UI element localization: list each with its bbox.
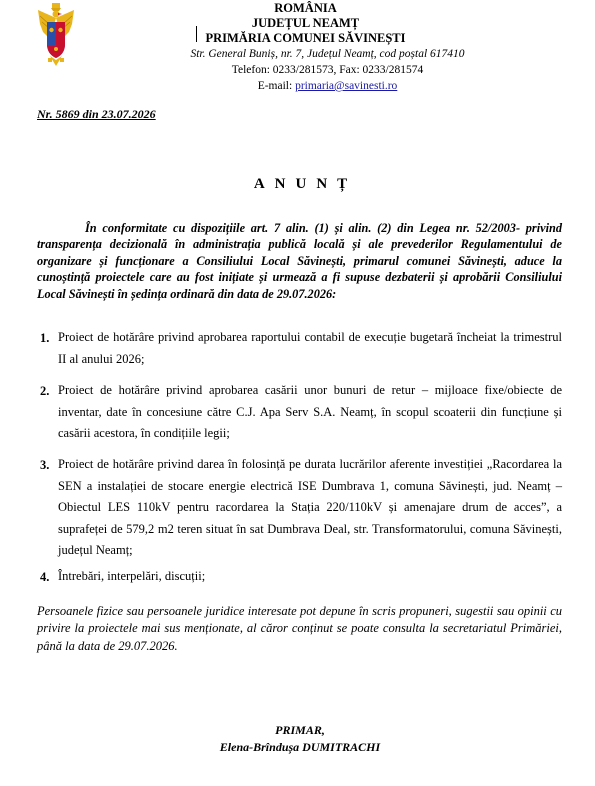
signature-title: PRIMAR, (275, 723, 325, 737)
intro-paragraph: În conformitate cu dispozițiile art. 7 alin. (1) și alin. (2) din Legea nr. 52/2003- privind transparența decizională în administrația publică locală și ale prevederilor Regulamentului de organizare și funcționare a Consiliului Local Săvinești, primarul comunei Săvinești, aduce la cunoștință proiectele care au fost inițiate și urmează a fi supuse dezbaterii și aprobării Consiliului Local Săvinești în ședința ordinară din data de 29.07.2026: (37, 221, 562, 301)
header-email-line (30, 80, 595, 92)
closing-paragraph: Persoanele fizice sau persoanele juridice interesate pot depune în scris propuneri, sugestii sau opinii cu privire la proiectele mai sus menționate, al căror conținut se poate consulta la secretariatul Primăriei, până la data de 29.07.2026. (37, 604, 562, 653)
header-institution: PRIMĂRIA COMUNEI SĂVINEȘTI (205, 31, 406, 45)
agenda-item-text: Proiect de hotărâre privind aprobarea raportului contabil de execuție bugetară încheiat la trimestrul II al anului 2026; (58, 330, 562, 366)
header-country: ROMÂNIA (274, 1, 337, 15)
agenda-item-text: Întrebări, interpelări, discuții; (58, 569, 206, 583)
signature-name: Elena-Brîndușa DUMITRACHI (219, 740, 381, 754)
text-cursor (196, 26, 197, 42)
header-county: JUDEȚUL NEAMȚ (251, 16, 360, 30)
header-email-label: E-mail: (257, 80, 296, 92)
agenda-item-number: 2. (40, 384, 50, 398)
header-email-link[interactable]: primaria@savinesti.ro (295, 80, 398, 92)
header-address: Str. General Buniș, nr. 7, Județul Neamț, cod poștal 617410 (190, 48, 465, 60)
agenda-item-text: Proiect de hotărâre privind darea în folosință pe durata lucrărilor aferente investiției „Racordarea la SEN a instalației de stocare energie electrică ISE Dumbrava 1, comuna Săvinești, jud. Neamț – Obiectul LES 110kV pentru racordarea la Stația 220/110kV și amenajare drum de acces”, a suprafeței de 579,2 m2 teren situat în sat Dumbrava Deal, str. Transformatorului, comuna Săvinești, județul Neamț; (58, 457, 562, 557)
agenda-item-text: Proiect de hotărâre privind aprobarea casării unor bunuri de retur – mijloace fixe/obiecte de inventar, date în concesiune către C.J. Apa Serv S.A. Neamț, în scopul scoaterii din funcțiune și casării acestora, în condițiile legii; (58, 383, 562, 440)
agenda-item-number: 3. (40, 458, 50, 472)
agenda-item-number: 1. (40, 331, 50, 345)
header-phone-fax: Telefon: 0233/281573, Fax: 0233/281574 (231, 64, 424, 76)
document-title: ANUNȚ (253, 176, 358, 192)
document-number: Nr. 5869 din 23.07.2026 (37, 107, 156, 121)
agenda-item-number: 4. (40, 570, 50, 584)
